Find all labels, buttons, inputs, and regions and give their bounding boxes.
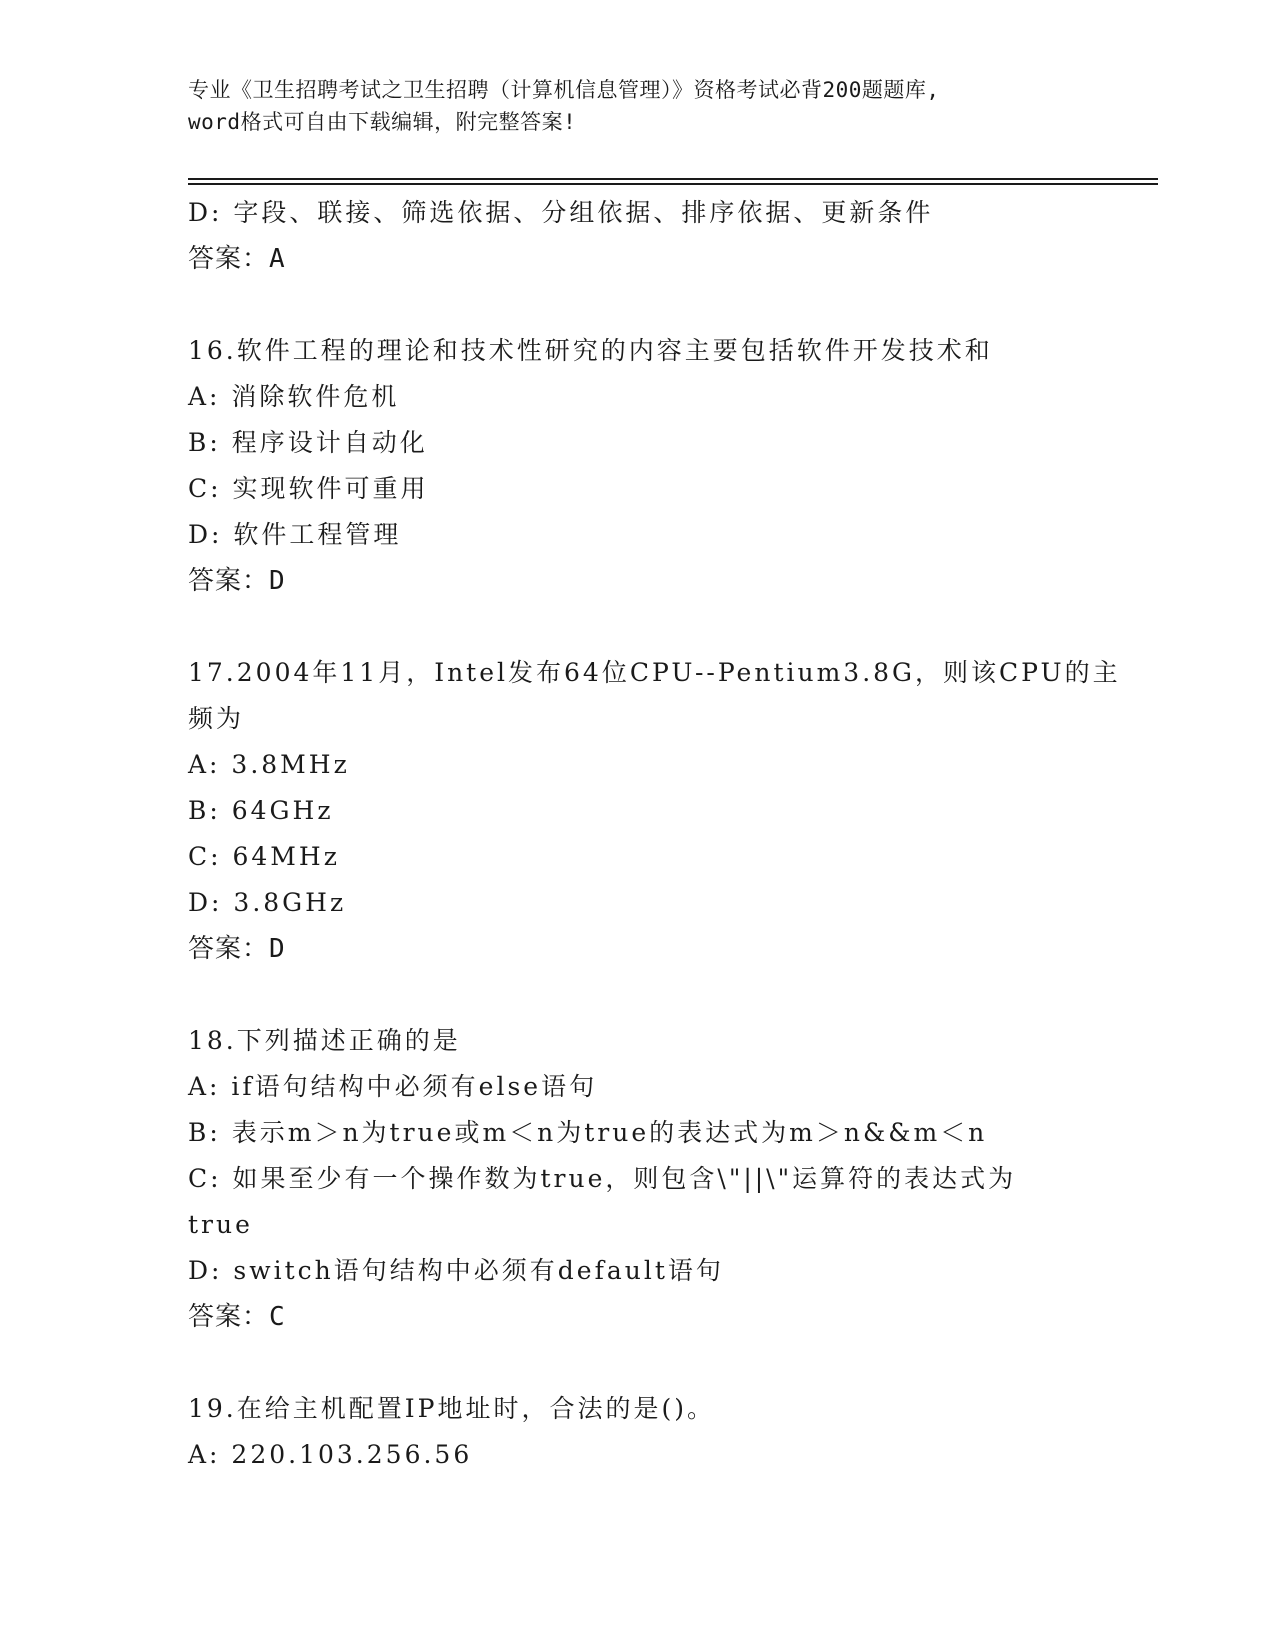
header-line-1: 专业《卫生招聘考试之卫生招聘（计算机信息管理）》资格考试必背200题题库,	[188, 78, 940, 102]
q17-option-a: A: 3.8MHz	[188, 750, 350, 779]
q19-stem: 19.在给主机配置IP地址时，合法的是()。	[188, 1394, 715, 1423]
q18-option-b: B: 表示m＞n为true或m＜n为true的表达式为m＞n&&m＜n	[188, 1118, 988, 1147]
q16-option-d: D: 软件工程管理	[188, 520, 402, 549]
q17-option-c: C: 64MHz	[188, 842, 340, 871]
q19-option-a: A: 220.103.256.56	[188, 1440, 473, 1469]
q18-answer: 答案：C	[188, 1302, 286, 1332]
q15-answer: 答案：A	[188, 244, 286, 274]
q15-option-d: D: 字段、联接、筛选依据、分组依据、排序依据、更新条件	[188, 198, 934, 227]
q17-option-b: B: 64GHz	[188, 796, 334, 825]
header-divider-top	[188, 178, 1158, 180]
q16-option-a: A: 消除软件危机	[188, 382, 400, 411]
header-line-2: word格式可自由下载编辑，附完整答案!	[188, 110, 577, 134]
q18-option-a: A: if语句结构中必须有else语句	[188, 1072, 598, 1101]
q16-stem: 16.软件工程的理论和技术性研究的内容主要包括软件开发技术和	[188, 336, 993, 365]
q17-stem-line-1: 17.2004年11月，Intel发布64位CPU--Pentium3.8G，则该CPU的主	[188, 658, 1121, 687]
q16-answer: 答案：D	[188, 566, 286, 596]
document-header	[188, 74, 1088, 138]
header-divider-bottom	[188, 183, 1158, 185]
q16-option-b: B: 程序设计自动化	[188, 428, 428, 457]
q18-option-c-line-2: true	[188, 1210, 253, 1239]
q18-option-c-line-1: C: 如果至少有一个操作数为true，则包含\"||\"运算符的表达式为	[188, 1164, 1017, 1193]
q17-answer: 答案：D	[188, 934, 286, 964]
question-list	[188, 190, 1121, 1478]
q17-stem-line-2: 频为	[188, 704, 245, 733]
q16-option-c: C: 实现软件可重用	[188, 474, 429, 503]
q17-option-d: D: 3.8GHz	[188, 888, 347, 917]
q18-option-d: D: switch语句结构中必须有default语句	[188, 1256, 724, 1285]
q18-stem: 18.下列描述正确的是	[188, 1026, 461, 1055]
